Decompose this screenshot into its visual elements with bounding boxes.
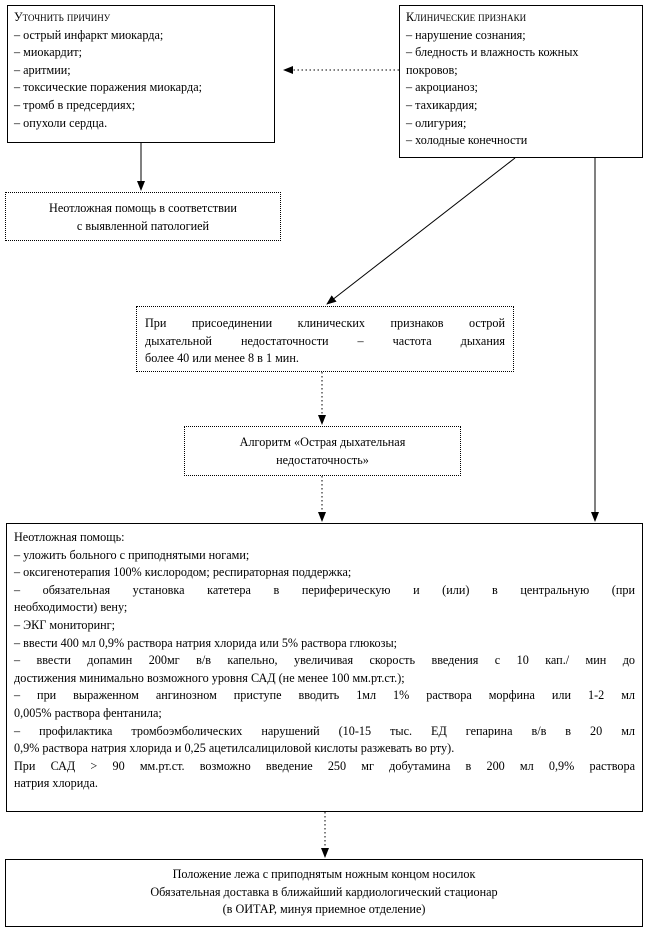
- emergency-line: натрия хлорида.: [14, 776, 98, 791]
- emergency-line: Неотложная помощь:: [14, 530, 125, 544]
- algorithm-box: [184, 426, 461, 476]
- respiratory-box: [136, 306, 514, 372]
- cause-item: – аритмии;: [14, 62, 71, 77]
- signs-item: – бледность и влажность кожных: [406, 45, 579, 60]
- emergency-line: – ЭКГ мониторинг;: [14, 617, 116, 632]
- emergency-line: необходимости) вену;: [14, 600, 128, 615]
- final-line: Положение лежа с приподнятым ножным концом носилок: [172, 867, 476, 881]
- emergency-line: – оксигенотерапия 100% кислородом; респираторная поддержка;: [14, 565, 352, 580]
- pathology-box: [5, 192, 281, 241]
- algorithm-line: недостаточность»: [276, 452, 369, 467]
- emergency-line: достижения минимально возможного уровня САД (не менее 100 мм.рт.ст.);: [14, 670, 405, 685]
- emergency-line: – профилактика тромбоэмболических нарушений (10-15 тыс. ЕД гепарина в/в в 20 мл: [14, 723, 635, 738]
- cause-item: – токсические поражения миокарда;: [14, 80, 202, 95]
- signs-item: – тахикардия;: [406, 97, 478, 112]
- algorithm-line: Алгоритм «Острая дыхательная: [239, 435, 406, 449]
- cause-box: [7, 5, 275, 143]
- signs-item: – акроцианоз;: [406, 80, 478, 95]
- cause-item: – острый инфаркт миокарда;: [14, 27, 164, 42]
- emergency-line: – ввести 400 мл 0,9% раствора натрия хлорида или 5% раствора глюкозы;: [14, 635, 398, 650]
- signs-box: [399, 5, 643, 158]
- arrow-signs-to-respiratory: [327, 158, 515, 304]
- pathology-line: Неотложная помощь в соответствии: [49, 201, 237, 215]
- emergency-line: 0,005% раствора фентанила;: [14, 705, 162, 720]
- respiratory-line: более 40 или менее 8 в 1 мин.: [145, 351, 299, 366]
- respiratory-line: При присоединении клинических признаков острой: [145, 316, 505, 330]
- cause-item: – миокардит;: [14, 45, 82, 60]
- final-line: Обязательная доставка в ближайший кардиологический стационар: [150, 884, 498, 899]
- cause-title: Уточнить причину: [14, 10, 111, 24]
- emergency-line: При САД > 90 мм.рт.ст. возможно введение 250 мг добутамина в 200 мл 0,9% раствора: [14, 758, 635, 773]
- emergency-line: 0,9% раствора натрия хлорида и 0,25 ацетилсалициловой кислоты разжевать во рту).: [14, 741, 455, 756]
- emergency-line: – ввести допамин 200мг в/в капельно, увеличивая скорость введения с 10 кап./ мин до: [14, 653, 635, 668]
- emergency-box: [6, 523, 643, 812]
- signs-item: – олигурия;: [406, 115, 467, 130]
- final-line: (в ОИТАР, минуя приемное отделение): [222, 902, 426, 917]
- cause-item: – опухоли сердца.: [14, 115, 108, 130]
- emergency-line: – обязательная установка катетера в периферическую и (или) в центральную (при: [14, 582, 635, 597]
- final-box: [5, 859, 643, 927]
- emergency-line: – уложить больного с приподнятыми ногами;: [14, 547, 250, 562]
- respiratory-line: дыхательной недостаточности – частота дыхания: [145, 333, 505, 348]
- pathology-line: с выявленной патологией: [76, 218, 210, 233]
- cause-item: – тромб в предсердиях;: [14, 97, 136, 112]
- emergency-line: – при выраженном ангинозном приступе вводить 1мл 1% раствора морфина или 1-2 мл: [14, 688, 635, 703]
- signs-item: – нарушение сознания;: [406, 27, 526, 42]
- signs-item: – холодные конечности: [406, 133, 528, 148]
- signs-item: покровов;: [406, 62, 458, 77]
- signs-title: Клинические признаки: [406, 10, 527, 24]
